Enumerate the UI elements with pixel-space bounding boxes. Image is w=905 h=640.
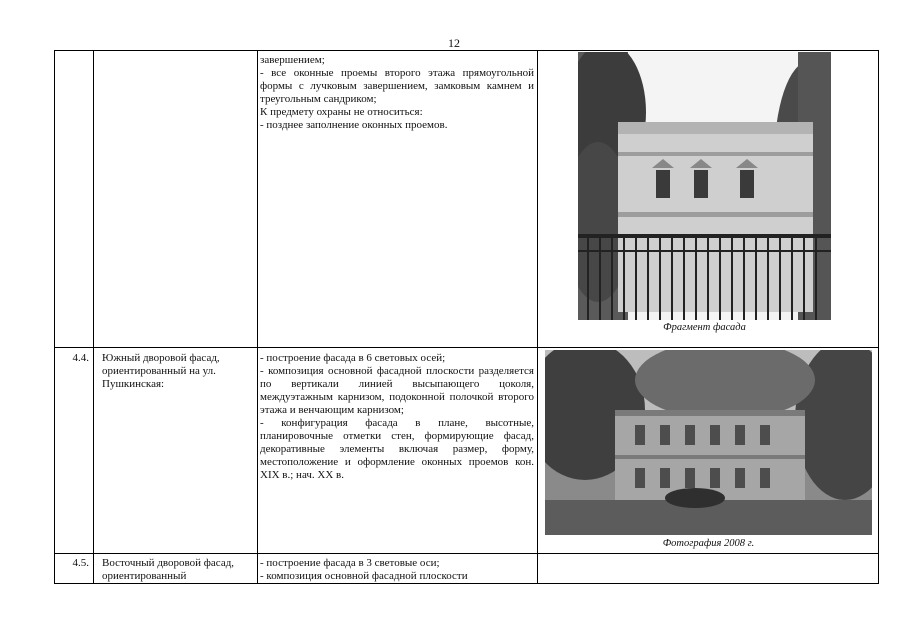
feature-line: - композиция основной фасадной плоскости разделяется по вертикали линией высыпающего цоколя, междуэтажным карнизом, подоконной полочкой второго этажа и венчающим карнизом; xyxy=(260,365,534,416)
feature-line: - построение фасада в 6 световых осей; xyxy=(260,352,446,364)
row-2-features xyxy=(260,352,534,482)
row-number: 4.5. xyxy=(72,557,89,569)
feature-line: завершением; xyxy=(260,54,325,66)
feature-line: К предмету охраны не относиться: xyxy=(260,106,423,118)
photo-caption: Фотография 2008 г. xyxy=(662,538,755,549)
feature-line: - композиция основной фасадной плоскости xyxy=(260,570,468,582)
photo-caption: Фрагмент фасада xyxy=(663,322,746,333)
courtyard-facade-photo xyxy=(545,350,872,535)
row-element-name: Южный дворовой фасад, ориентированный на ул. Пушкинская: xyxy=(102,352,220,390)
row-3-features xyxy=(260,557,534,583)
feature-line: - конфигурация фасада в плане, высотные, планировочные отметки стен, формирующие фасад, декоративные элементы включая размер, форму, местоположение и оформление оконных проемов кон. XIX в.; нач. XX в. xyxy=(260,417,534,481)
page-number: 12 xyxy=(448,36,460,50)
heritage-table xyxy=(54,50,879,584)
feature-line: - позднее заполнение оконных проемов. xyxy=(260,119,448,131)
feature-line: - построение фасада в 3 световые оси; xyxy=(260,557,440,569)
row-1-features xyxy=(260,54,534,132)
row-element-name: Восточный дворовой фасад, ориентированный xyxy=(102,557,235,582)
feature-line: - все оконные проемы второго этажа прямоугольной формы с лучковым завершением, замковым камнем и треугольным сандриком; xyxy=(260,67,534,105)
row-number: 4.4. xyxy=(72,352,89,364)
facade-fragment-photo xyxy=(578,52,831,320)
